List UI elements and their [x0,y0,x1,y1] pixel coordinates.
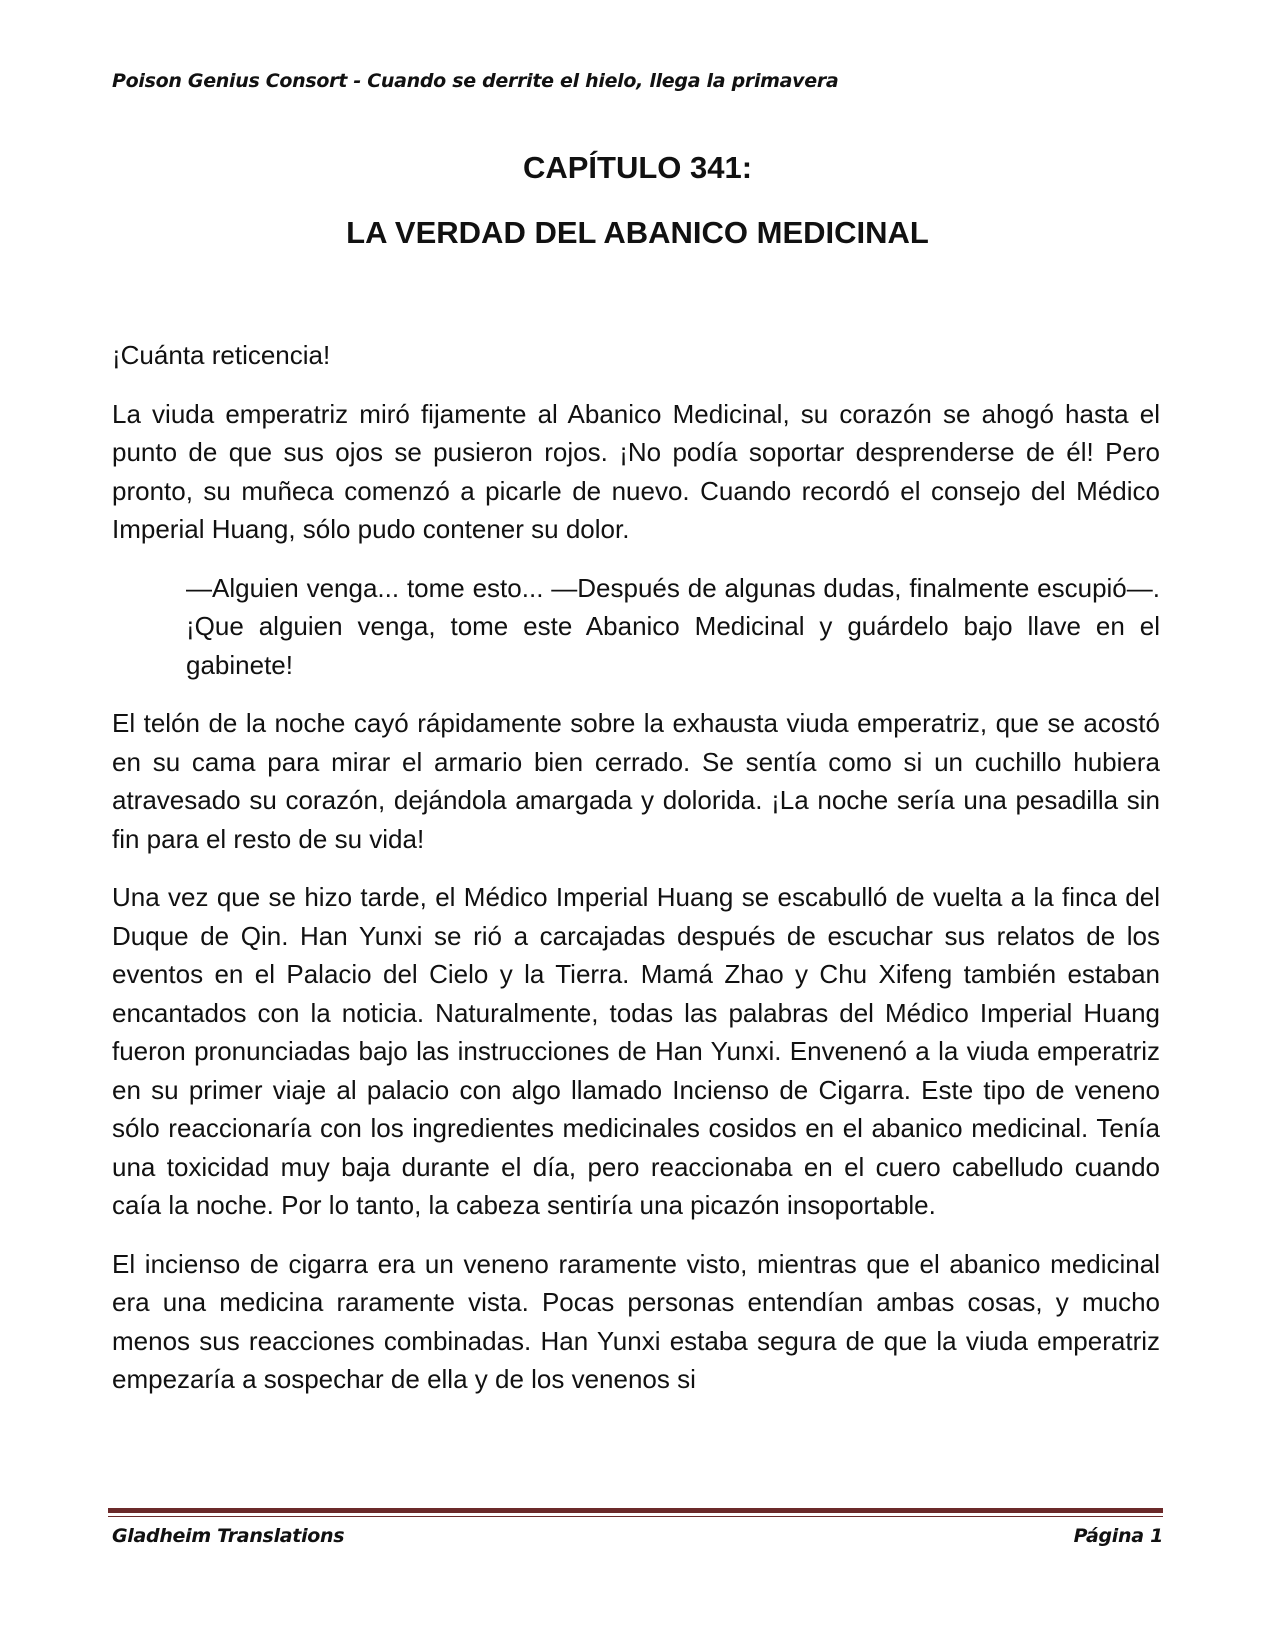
chapter-number: CAPÍTULO 341: [522,150,753,185]
running-header: Poison Genius Consort - Cuando se derrite el hielo, llega la primavera [112,70,839,92]
dialogue-paragraph: —Alguien venga... tome esto... —Después de algunas dudas, finalmente escupió—. ¡Que alguien venga, tome este Abanico Medicinal y guárdelo bajo llave en el gabinete! [186,572,1160,680]
footer-rule-thin [108,1516,1163,1517]
chapter-title: LA VERDAD DEL ABANICO MEDICINAL [346,215,929,250]
paragraph-4: El telón de la noche cayó rápidamente sobre la exhausta viuda emperatriz, que se acostó en su cama para mirar el armario bien cerrado. Se sentía como si un cuchillo hubiera atravesado su corazón, dejándola amargada y dolorida. ¡La noche sería una pesadilla sin fin para el resto de su vida! [112,708,1160,854]
footer-rule [108,1508,1163,1513]
page-number: Página 1 [1073,1525,1163,1547]
paragraph-2: La viuda emperatriz miró fijamente al Abanico Medicinal, su corazón se ahogó hasta el punto de que sus ojos se pusieron rojos. ¡No podía soportar desprenderse de él! Pero pronto, su muñeca comenzó a picarle de nuevo. Cuando recordó el consejo del Médico Imperial Huang, sólo pudo contener su dolor. [112,398,1160,544]
footer-credit: Gladheim Translations [112,1525,345,1547]
paragraph-6: El incienso de cigarra era un veneno raramente visto, mientras que el abanico medicinal era una medicina raramente vista. Pocas personas entendían ambas cosas, y mucho menos sus reacciones combinadas. Han Yunxi estaba segura de que la viuda emperatriz empezaría a sospechar de ella y de los venenos si [112,1248,1160,1394]
paragraph-5: Una vez que se hizo tarde, el Médico Imperial Huang se escabulló de vuelta a la finca del Duque de Qin. Han Yunxi se rió a carcajadas después de escuchar sus relatos de los eventos en el Palacio del Cielo y la Tierra. Mamá Zhao y Chu Xifeng también estaban encantados con la noticia. Naturalmente, todas las palabras del Médico Imperial Huang fueron pronunciadas bajo las instrucciones de Han Yunxi. Envenenó a la viuda emperatriz en su primer viaje al palacio con algo llamado Incienso de Cigarra. Este tipo de veneno sólo reaccionaría con los ingredientes medicinales cosidos en el abanico medicinal. Tenía una toxicidad muy baja durante el día, pero reaccionaba en el cuero cabelludo cuando caía la noche. Por lo tanto, la cabeza sentiría una picazón insoportable. [112,882,1160,1220]
chapter-body [112,336,1160,1419]
paragraph-1: ¡Cuánta reticencia! [112,340,331,370]
